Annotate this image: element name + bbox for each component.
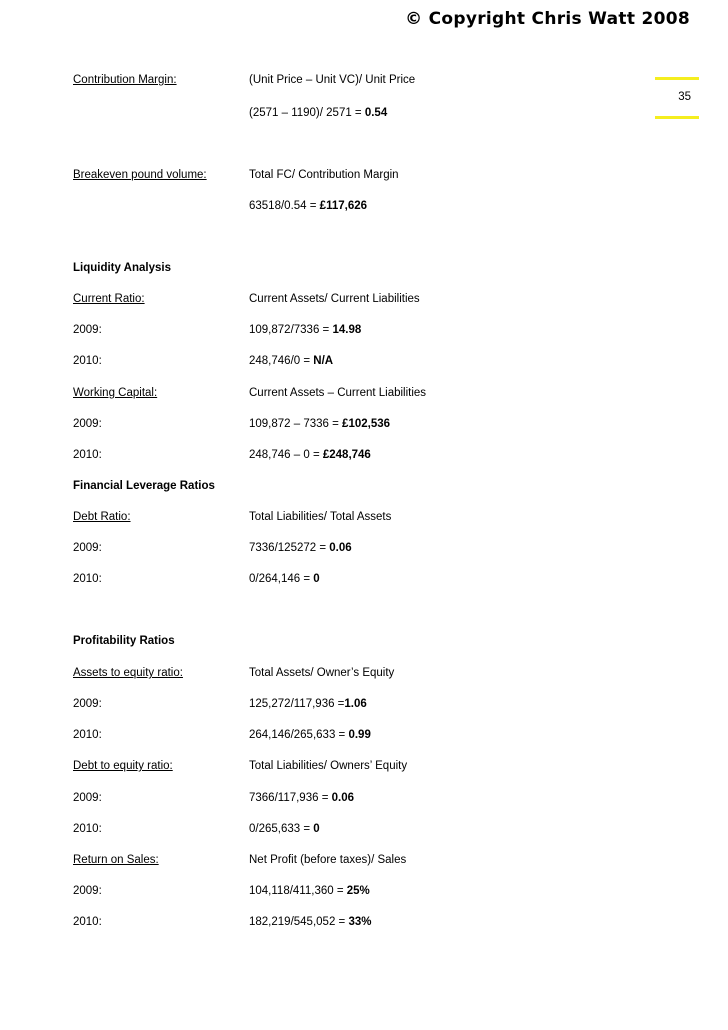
calc-value: 182,219/545,052 = 33% [249,916,372,928]
formula-contribution-margin: (Unit Price – Unit VC)/ Unit Price [249,74,416,86]
section-heading: Liquidity Analysis [73,262,171,274]
year-label: 2009: [73,324,102,336]
calc-value: 264,146/265,633 = 0.99 [249,729,371,741]
formula-breakeven: Total FC/ Contribution Margin [249,169,399,181]
calc-breakeven: 63518/0.54 = £117,626 [249,200,368,212]
page-number-bottom-rule [655,116,699,119]
year-label: 2009: [73,418,102,430]
page-number-top-rule [655,77,699,80]
calc-value: 7336/125272 = 0.06 [249,542,352,554]
year-label: 2009: [73,698,102,710]
label-return-on-sales: Return on Sales: [73,854,159,866]
label-assets-to-equity: Assets to equity ratio: [73,667,183,679]
year-label: 2009: [73,792,102,804]
calc-contribution-margin: (2571 – 1190)/ 2571 = 0.54 [249,107,388,119]
year-label: 2010: [73,573,102,585]
calc-value: 0/265,633 = 0 [249,823,320,835]
label-working-capital: Working Capital: [73,387,158,399]
formula-return-on-sales: Net Profit (before taxes)/ Sales [249,854,407,866]
label-breakeven: Breakeven pound volume: [73,169,207,181]
year-label: 2010: [73,729,102,741]
calc-value: 0/264,146 = 0 [249,573,320,585]
calc-value: 109,872 – 7336 = £102,536 [249,418,391,430]
section-heading: Profitability Ratios [73,635,175,647]
formula-assets-to-equity: Total Assets/ Owner’s Equity [249,667,395,679]
year-label: 2010: [73,916,102,928]
label-contribution-margin: Contribution Margin: [73,74,177,86]
label-current-ratio: Current Ratio: [73,293,145,305]
formula-current-ratio: Current Assets/ Current Liabilities [249,293,420,305]
year-label: 2009: [73,885,102,897]
calc-value: 248,746 – 0 = £248,746 [249,449,371,461]
label-debt-ratio: Debt Ratio: [73,511,131,523]
calc-value: 125,272/117,936 =1.06 [249,698,367,710]
calc-value: 109,872/7336 = 14.98 [249,324,362,336]
year-label: 2010: [73,449,102,461]
calc-value: 7366/117,936 = 0.06 [249,792,354,804]
year-label: 2009: [73,542,102,554]
year-label: 2010: [73,823,102,835]
page-number: 35 [678,91,691,103]
calc-value: 104,118/411,360 = 25% [249,885,370,897]
calc-value: 248,746/0 = N/A [249,355,334,367]
label-debt-to-equity: Debt to equity ratio: [73,760,173,772]
page-number-box [655,77,699,119]
formula-debt-to-equity: Total Liabilities/ Owners’ Equity [249,760,408,772]
section-heading: Financial Leverage Ratios [73,480,215,492]
year-label: 2010: [73,355,102,367]
formula-working-capital: Current Assets – Current Liabilities [249,387,427,399]
copyright-notice: © Copyright Chris Watt 2008 [405,9,690,29]
formula-debt-ratio: Total Liabilities/ Total Assets [249,511,392,523]
